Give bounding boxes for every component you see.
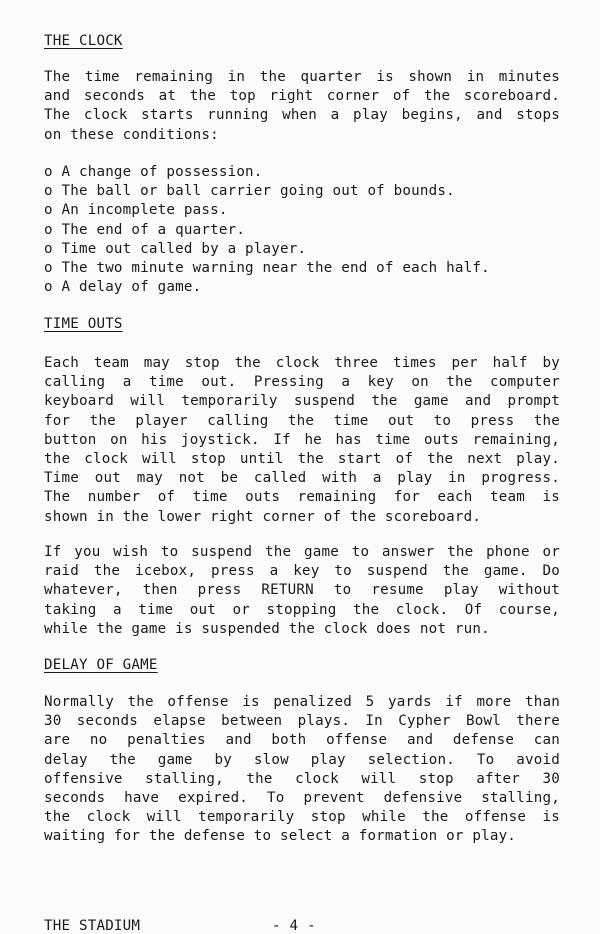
text-line: keyboard will temporarily suspend the game and prompt (44, 393, 560, 410)
list-item: o The two minute warning near the end of each half. (44, 259, 490, 276)
text-line: are no penalties and both offense and defense can (44, 732, 560, 749)
text-line: and seconds at the top right corner of the scoreboard. (44, 88, 560, 105)
text-line: The clock starts running when a play begins, and stops (44, 107, 560, 124)
heading-the-clock: THE CLOCK (44, 33, 123, 49)
clock-paragraph (44, 68, 560, 145)
delay-paragraph (44, 693, 560, 847)
text-line: taking a time out or stopping the clock. Of course, (44, 601, 560, 618)
clock-stop-conditions-list (44, 163, 560, 297)
text-line: If you wish to suspend the game to answer the phone or (44, 544, 560, 560)
text-line: button on his joystick. If he has time outs remaining, (44, 431, 560, 448)
text-line: The number of time outs remaining for each team is (44, 489, 560, 506)
text-line: delay the game by slow play selection. To avoid (44, 751, 560, 768)
list-item: o The ball or ball carrier going out of bounds. (44, 183, 455, 200)
text-line: 30 seconds elapse between plays. In Cypher Bowl there (44, 713, 560, 730)
text-line: on these conditions: (44, 126, 219, 143)
timeouts-paragraph-1 (44, 354, 560, 527)
list-item: o A change of possession. (44, 164, 263, 180)
page-footer (44, 918, 560, 934)
list-item: o The end of a quarter. (44, 221, 246, 238)
list-item: o A delay of game. (44, 279, 202, 296)
heading-delay-of-game: DELAY OF GAME (44, 657, 158, 673)
text-line: while the game is suspended the clock does not run. (44, 620, 490, 637)
text-line: raid the icebox, press a key to suspend the game. Do (44, 563, 560, 580)
text-line: calling a time out. Pressing a key on the computer (44, 374, 560, 391)
list-item: o An incomplete pass. (44, 202, 228, 219)
text-line: seconds have expired. To prevent defensive stalling, (44, 789, 560, 806)
text-line: offensive stalling, the clock will stop after 30 (44, 770, 560, 787)
text-line: whatever, then press RETURN to resume play without (44, 582, 560, 599)
text-line: Normally the offense is penalized 5 yards if more than (44, 694, 560, 710)
text-line: Time out may not be called with a play in progress. (44, 470, 560, 487)
text-line: the clock will temporarily stop while the offense is (44, 809, 560, 826)
text-line: for the player calling the time out to press the (44, 412, 560, 429)
text-line: The time remaining in the quarter is shown in minutes (44, 69, 560, 85)
text-line: waiting for the defense to select a formation or play. (44, 828, 517, 845)
footer-section-title: THE STADIUM (44, 918, 141, 934)
page-number: - 4 - (272, 918, 316, 934)
timeouts-paragraph-2 (44, 543, 560, 639)
text-line: the clock will stop until the start of the next play. (44, 450, 560, 467)
text-line: Each team may stop the clock three times per half by (44, 355, 560, 371)
list-item: o Time out called by a player. (44, 240, 307, 257)
text-line: shown in the lower right corner of the scoreboard. (44, 508, 482, 525)
heading-time-outs: TIME OUTS (44, 316, 123, 332)
